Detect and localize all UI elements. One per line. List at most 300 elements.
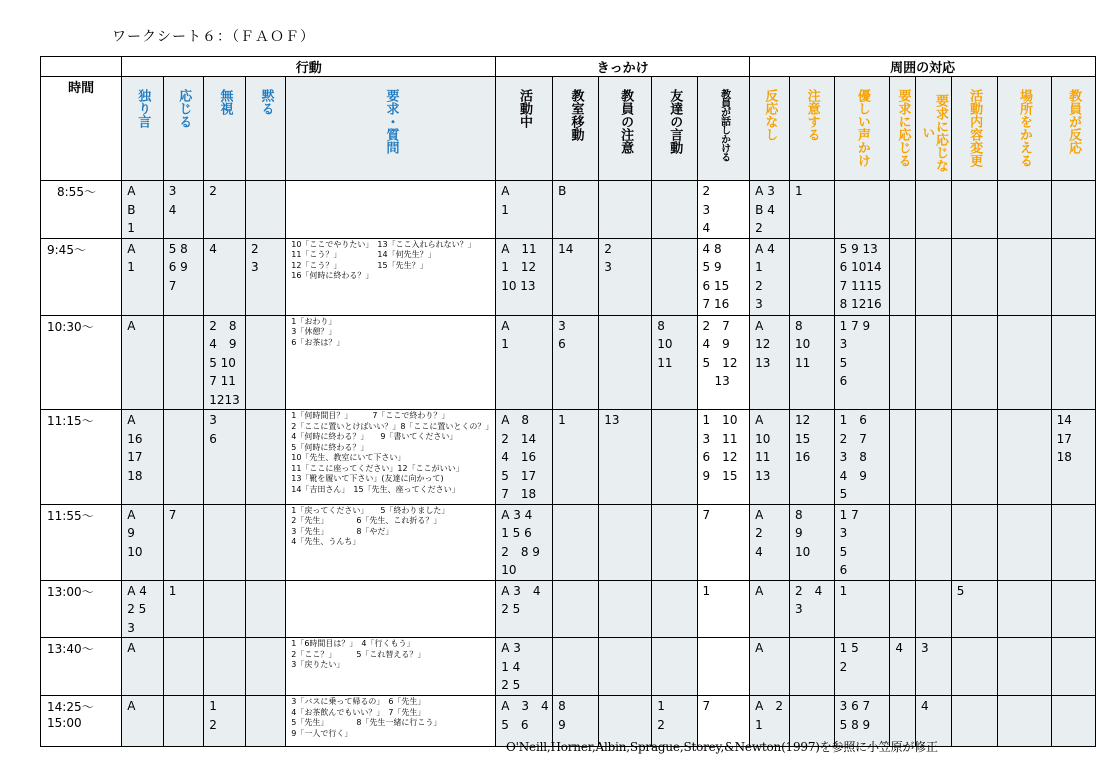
table-row: [41, 410, 1096, 505]
column-header-label: 教員の注意: [618, 89, 634, 154]
data-cell: [697, 410, 750, 505]
cell-value: [164, 696, 204, 697]
data-cell: [789, 315, 834, 410]
cell-value: [599, 696, 651, 697]
data-cell: [1051, 696, 1095, 747]
cell-value: [652, 581, 696, 582]
data-cell: [163, 696, 204, 747]
data-cell: [652, 410, 697, 505]
data-cell: [916, 504, 952, 580]
cell-value: [790, 638, 834, 639]
cell-value: A 16 17 18: [127, 413, 143, 483]
table-row: [41, 238, 1096, 315]
data-cell: [122, 181, 164, 239]
data-cell: [553, 638, 599, 696]
table-row: [41, 638, 1096, 696]
cell-value: [998, 181, 1051, 182]
cell-value: A 9 10: [127, 507, 143, 559]
data-cell: [789, 181, 834, 239]
data-cell: [834, 580, 890, 638]
column-header-action-2: [204, 77, 246, 181]
cell-value: 1 7 3 5 6: [839, 507, 859, 577]
cell-value: [246, 316, 285, 317]
cell-value: [164, 638, 204, 639]
data-cell: [122, 238, 164, 315]
data-cell: [652, 315, 697, 410]
cell-value: [890, 696, 915, 697]
cell-value: A: [127, 699, 136, 713]
data-cell: [553, 238, 599, 315]
data-cell: [204, 315, 246, 410]
cell-value: 1: [702, 583, 711, 598]
time-cell: [41, 315, 122, 410]
cell-value: [835, 181, 890, 182]
cell-value: [246, 638, 285, 639]
column-header-trigger-1: [553, 77, 599, 181]
column-header-response-7: [1051, 77, 1095, 181]
cell-value: A 2 4: [755, 507, 764, 559]
data-cell: [599, 181, 652, 239]
cell-value: 3 6: [558, 318, 566, 351]
column-header-label: 場所をかえる: [1017, 89, 1033, 167]
cell-value: A: [755, 641, 764, 655]
cell-value: 5 8 6 9 7: [168, 241, 188, 293]
cell-value: 2 4 3: [794, 583, 823, 616]
cell-value: 1 6 2 7 3 8 4 9 5: [839, 413, 867, 501]
data-cell: [246, 181, 286, 239]
data-cell: [204, 696, 246, 747]
data-cell: [652, 580, 697, 638]
data-cell: [697, 504, 750, 580]
data-cell: [890, 181, 916, 239]
table-row: [41, 504, 1096, 580]
data-cell: [652, 504, 697, 580]
cell-value: 1: [168, 583, 177, 598]
data-cell: [1051, 181, 1095, 239]
cell-value: [204, 581, 245, 582]
cell-value: B: [558, 184, 567, 198]
cell-value: 4: [895, 641, 904, 655]
data-cell: [163, 410, 204, 505]
data-cell: [286, 504, 496, 580]
cell-value: A 1: [501, 184, 510, 217]
cell-value: [164, 316, 204, 317]
cell-value: 1 2: [209, 699, 217, 732]
cell-value: 8 9: [558, 699, 566, 732]
cell-value: [246, 696, 285, 697]
data-cell: [997, 238, 1051, 315]
data-cell: [697, 638, 750, 696]
data-cell: [750, 315, 790, 410]
data-cell: [553, 504, 599, 580]
column-header-time: 時間: [41, 77, 122, 181]
column-header-response-2: [834, 77, 890, 181]
cell-value: A 3 4 1 5 6 2 8 9 10: [501, 507, 540, 577]
time-cell: [41, 638, 122, 696]
data-cell: [599, 238, 652, 315]
column-header-label: 反応なし: [762, 89, 778, 141]
cell-value: [790, 239, 834, 240]
cell-value: A 10 11 13: [755, 413, 771, 483]
column-header-action-4: [286, 77, 496, 181]
time-label: 8:55～: [57, 185, 96, 199]
data-cell: [951, 181, 997, 239]
cell-value: [246, 505, 285, 506]
cell-value: [599, 638, 651, 639]
column-header-label: 無視: [217, 89, 233, 115]
data-cell: [246, 410, 286, 505]
data-cell: [163, 580, 204, 638]
cell-value: [890, 316, 915, 317]
cell-value: [890, 505, 915, 506]
data-cell: [599, 504, 652, 580]
data-cell: [652, 638, 697, 696]
data-cell: [163, 181, 204, 239]
cell-value: 14 17 18: [1056, 413, 1072, 464]
data-cell: [890, 238, 916, 315]
data-cell: [750, 638, 790, 696]
cell-value: A 12 13: [755, 318, 771, 370]
cell-value: [164, 410, 204, 411]
cell-value: [998, 581, 1051, 582]
cell-value: A: [127, 641, 136, 655]
data-cell: [997, 638, 1051, 696]
cell-value: [652, 239, 696, 240]
column-header-label: 優しい声かけ: [854, 89, 870, 167]
cell-value: A 4 2 5 3: [127, 583, 147, 635]
data-cell: [697, 315, 750, 410]
time-label: 10:30～: [47, 319, 94, 334]
column-header-label: 教室移動: [568, 89, 584, 141]
data-cell: [789, 238, 834, 315]
data-cell: [204, 181, 246, 239]
cell-value: 14: [558, 241, 574, 256]
column-header-label: 黙る: [258, 89, 274, 115]
cell-value: A: [127, 318, 136, 333]
data-cell: [599, 315, 652, 410]
data-cell: [286, 696, 496, 747]
column-header-label: 教員が反応: [1066, 89, 1082, 154]
cell-value: [890, 410, 915, 411]
column-header-label: 要求に応じる: [895, 89, 911, 167]
data-cell: [951, 410, 997, 505]
column-header-label: 活動内容変更: [967, 89, 983, 167]
cell-value: 1: [558, 413, 566, 427]
cell-value: [952, 181, 997, 182]
data-cell: [163, 504, 204, 580]
request-text: 1「6時間目は？」 4「行くもう」 2「ここ？」 5「これ替える？」 3「戻りたい」: [291, 639, 426, 669]
data-cell: [1051, 504, 1095, 580]
data-cell: [789, 410, 834, 505]
column-header-trigger-4: [697, 77, 750, 181]
data-cell: [997, 181, 1051, 239]
cell-value: [916, 239, 951, 240]
cell-value: A: [755, 583, 764, 598]
time-cell: [41, 696, 122, 747]
column-header-label: 教員が話しかける: [718, 89, 730, 161]
cell-value: 3 4: [168, 184, 177, 217]
data-cell: [997, 580, 1051, 638]
column-header-response-0: [750, 77, 790, 181]
cell-value: 5 9 13 6 1014 7 1115 8 1216: [839, 241, 882, 311]
request-text: [286, 581, 495, 582]
cell-value: [246, 410, 285, 411]
column-header-label: 応じる: [176, 89, 192, 128]
data-cell: [750, 181, 790, 239]
cell-value: [952, 696, 997, 697]
data-cell: [697, 238, 750, 315]
data-cell: [890, 315, 916, 410]
data-cell: [997, 410, 1051, 505]
data-cell: [1051, 410, 1095, 505]
cell-value: [1052, 581, 1095, 582]
cell-value: 12 15 16: [794, 413, 811, 464]
cell-value: [599, 316, 651, 317]
cell-value: [998, 696, 1051, 697]
cell-value: [204, 638, 245, 639]
cell-value: [698, 638, 750, 639]
cell-value: [890, 181, 915, 182]
data-cell: [286, 638, 496, 696]
data-cell: [1051, 238, 1095, 315]
data-cell: [834, 315, 890, 410]
data-cell: [890, 504, 916, 580]
cell-value: [652, 505, 696, 506]
data-cell: [204, 504, 246, 580]
data-cell: [951, 696, 997, 747]
data-cell: [834, 238, 890, 315]
table-row: [41, 315, 1096, 410]
faof-worksheet-table: [40, 56, 1096, 747]
data-cell: [789, 580, 834, 638]
cell-value: [916, 410, 951, 411]
column-header-response-3: [890, 77, 916, 181]
data-cell: [599, 580, 652, 638]
data-cell: [246, 504, 286, 580]
cell-value: 8 10 11: [657, 318, 673, 370]
data-cell: [496, 315, 553, 410]
data-cell: [951, 238, 997, 315]
data-cell: [553, 315, 599, 410]
cell-value: 1 7 9 3 5 6: [839, 318, 871, 388]
data-cell: [951, 580, 997, 638]
cell-value: 4: [209, 241, 217, 256]
data-cell: [122, 580, 164, 638]
data-cell: [204, 410, 246, 505]
data-cell: [834, 504, 890, 580]
group-header-action: 行動: [122, 57, 496, 77]
cell-value: A 2 1: [755, 699, 784, 732]
column-header-row: [41, 77, 1096, 181]
time-label: 9:45～: [47, 242, 86, 257]
column-header-response-5: [951, 77, 997, 181]
cell-value: [998, 239, 1051, 240]
data-cell: [246, 580, 286, 638]
cell-value: [204, 505, 245, 506]
data-cell: [286, 181, 496, 239]
cell-value: [1052, 181, 1095, 182]
cell-value: 3 6 7 5 8 9: [839, 699, 871, 732]
data-cell: [496, 638, 553, 696]
data-cell: [122, 638, 164, 696]
cell-value: 13: [604, 413, 620, 427]
cell-value: 2 3 4: [702, 184, 711, 235]
time-cell: [41, 580, 122, 638]
data-cell: [496, 580, 553, 638]
time-label: 14:25～ 15:00: [47, 700, 94, 730]
data-cell: [750, 580, 790, 638]
column-header-response-6: [997, 77, 1051, 181]
data-cell: [652, 181, 697, 239]
data-cell: [789, 504, 834, 580]
data-cell: [1051, 638, 1095, 696]
data-cell: [916, 580, 952, 638]
column-header-label: 要求・質問: [383, 89, 399, 154]
cell-value: 2 3: [604, 241, 612, 274]
table-row: [41, 181, 1096, 239]
cell-value: 1 10 3 11 6 12 9 15: [702, 413, 738, 483]
cell-value: 2 7 4 9 5 12 13: [702, 318, 738, 388]
cell-value: [952, 316, 997, 317]
data-cell: [1051, 580, 1095, 638]
cell-value: A 4 1 2 3: [755, 241, 775, 311]
cell-value: [998, 638, 1051, 639]
request-text: 10「ここでやりたい」 13「ここ入れられない？」 11「こう？」 14「何先生？」 12「こう？」 15「先生？」 16「何時に終わる？」: [291, 239, 476, 280]
cell-value: [1052, 638, 1095, 639]
cell-value: [553, 505, 598, 506]
cell-value: A 3 1 4 2 5: [501, 641, 521, 692]
data-cell: [286, 580, 496, 638]
column-header-label: 注意する: [804, 89, 820, 141]
data-cell: [122, 315, 164, 410]
request-text: 1「おわり」 3「休憩？」 6「お茶は？」: [291, 316, 345, 347]
cell-value: 1: [794, 184, 803, 198]
cell-value: [890, 581, 915, 582]
cell-value: 4 8 5 9 6 15 7 16: [702, 241, 730, 311]
data-cell: [246, 238, 286, 315]
data-cell: [890, 638, 916, 696]
group-header-trigger: きっかけ: [496, 57, 750, 77]
cell-value: 2 3: [251, 241, 259, 274]
cell-value: [599, 181, 651, 182]
data-cell: [789, 638, 834, 696]
data-cell: [890, 580, 916, 638]
data-cell: [834, 181, 890, 239]
data-cell: [916, 181, 952, 239]
data-cell: [834, 410, 890, 505]
column-header-action-1: [163, 77, 204, 181]
table-row: [41, 580, 1096, 638]
data-cell: [122, 410, 164, 505]
request-text: 3「バスに乗って帰るの」 6「先生」 4「お茶飲んでもいい？」 7「先生」 5「先生」 8「先生一緒に行こう」 9「一人で行く」: [291, 697, 442, 738]
cell-value: 2 8 4 9 5 10 7 11 1213: [209, 318, 240, 407]
data-cell: [246, 638, 286, 696]
cell-value: [998, 410, 1051, 411]
cell-value: A 3 4 5 6: [501, 699, 549, 732]
column-header-label: 活動中: [516, 89, 532, 128]
data-cell: [599, 638, 652, 696]
column-header-response-4: [916, 77, 952, 181]
cell-value: [890, 239, 915, 240]
data-cell: [204, 580, 246, 638]
data-cell: [997, 315, 1051, 410]
cell-value: 4: [921, 699, 929, 713]
data-cell: [246, 315, 286, 410]
cell-value: A 1: [501, 318, 510, 351]
cell-value: [1052, 316, 1095, 317]
group-header-blank: [41, 57, 122, 77]
data-cell: [204, 238, 246, 315]
cell-value: [1052, 505, 1095, 506]
cell-value: [916, 181, 951, 182]
group-header-response: 周囲の対応: [750, 57, 1096, 77]
data-cell: [163, 238, 204, 315]
cell-value: [599, 581, 651, 582]
cell-value: [553, 581, 598, 582]
data-cell: [997, 504, 1051, 580]
request-text: [286, 181, 495, 182]
column-header-trigger-0: [496, 77, 553, 181]
cell-value: 3: [921, 641, 929, 655]
data-cell: [496, 238, 553, 315]
cell-value: A 8 2 14 4 16 5 17 7 18: [501, 413, 537, 501]
cell-value: A B 1: [127, 184, 136, 235]
data-cell: [163, 315, 204, 410]
data-cell: [122, 504, 164, 580]
data-cell: [951, 504, 997, 580]
column-header-label: 友達の言動: [667, 89, 683, 154]
data-cell: [599, 410, 652, 505]
time-label: 13:00～: [47, 584, 94, 599]
data-cell: [951, 315, 997, 410]
data-cell: [750, 504, 790, 580]
cell-value: 5: [956, 583, 965, 598]
cell-value: 7: [702, 507, 711, 522]
column-header-action-3: [246, 77, 286, 181]
cell-value: A 3 4 2 5: [501, 583, 541, 616]
cell-value: [1052, 239, 1095, 240]
cell-value: 8 10 11: [794, 318, 811, 370]
column-header-label: 要求に応じない: [919, 93, 949, 172]
data-cell: [286, 238, 496, 315]
data-cell: [553, 181, 599, 239]
cell-value: 7: [168, 507, 177, 522]
group-header-row: [41, 57, 1096, 77]
citation: O'Neill,Horner,Albin,Sprague,Storey,&Newton(1997)を参照に小笠原が修正: [506, 740, 938, 754]
data-cell: [697, 580, 750, 638]
column-header-label: 独り言: [135, 89, 151, 128]
time-label: 13:40～: [47, 642, 94, 656]
request-text: 1「戻ってください」 5「終わりました」 2「先生」 6「先生、これ折る？」 3「先生」 8「やだ」 4「先生、うんち」: [291, 505, 450, 546]
cell-value: [952, 638, 997, 639]
cell-value: A 3 B 4 2: [755, 184, 775, 235]
time-label: 11:55～: [47, 508, 94, 523]
cell-value: [790, 696, 834, 697]
time-cell: [41, 238, 122, 315]
data-cell: [496, 504, 553, 580]
cell-value: [998, 316, 1051, 317]
data-cell: [553, 580, 599, 638]
data-cell: [890, 410, 916, 505]
request-text: 1「何時間目？」 7「ここで終わり？」 2「ここに置いとけばいい？」8「ここに置いとくの？」 4「何時に終わる？」 9「書いてください」 5「何時に終わる？」 10「先生、教室にいて下さい」 11「ここに座ってください」12「ここがいい」 13「靴を履いて下さい」(友達に向かって) 14「吉田さん」 15「先生、座ってください」: [291, 411, 494, 494]
data-cell: [750, 410, 790, 505]
column-header-response-1: [789, 77, 834, 181]
data-cell: [750, 238, 790, 315]
cell-value: [998, 505, 1051, 506]
data-cell: [246, 696, 286, 747]
data-cell: [286, 315, 496, 410]
cell-value: [652, 638, 696, 639]
